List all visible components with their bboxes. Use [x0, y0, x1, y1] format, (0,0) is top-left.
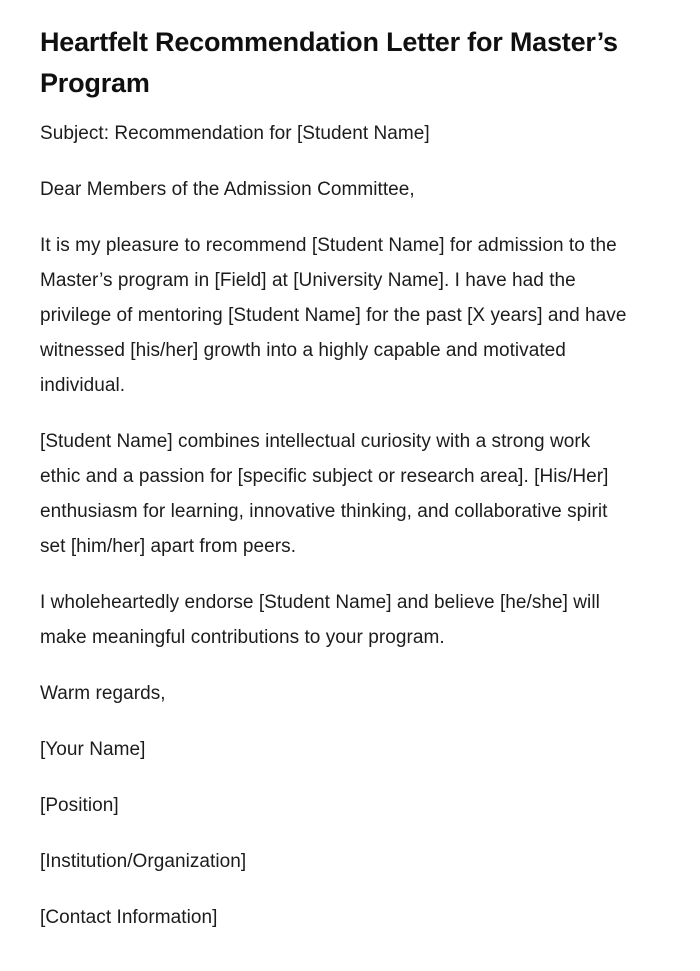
signature-your-name: [Your Name]	[40, 739, 146, 760]
body-paragraph-2: [Student Name] combines intellectual curiosity with a strong work ethic and a passion for [specific subject or research area]. [His/Her] enthusiasm for learning, innovative thinking, and collaborative spirit set [him/her] apart from peers.	[40, 431, 609, 557]
salutation: Dear Members of the Admission Committee,	[40, 179, 415, 200]
body-paragraph-3: I wholeheartedly endorse [Student Name] and believe [he/she] will make meaningful contributions to your program.	[40, 592, 600, 648]
signature-position: [Position]	[40, 795, 119, 816]
signature-institution: [Institution/Organization]	[40, 851, 247, 872]
page-title: Heartfelt Recommendation Letter for Master’s Program	[40, 27, 618, 98]
closing-line: Warm regards,	[40, 683, 166, 704]
subject-line: Subject: Recommendation for [Student Name]	[40, 123, 430, 144]
letter-body	[40, 116, 635, 935]
body-paragraph-1: It is my pleasure to recommend [Student Name] for admission to the Master’s program in [Field] at [University Name]. I have had the privilege of mentoring [Student Name] for the past [X years] and have witnessed [his/her] growth into a highly capable and motivated individual.	[40, 235, 627, 396]
signature-contact-information: [Contact Information]	[40, 907, 218, 928]
